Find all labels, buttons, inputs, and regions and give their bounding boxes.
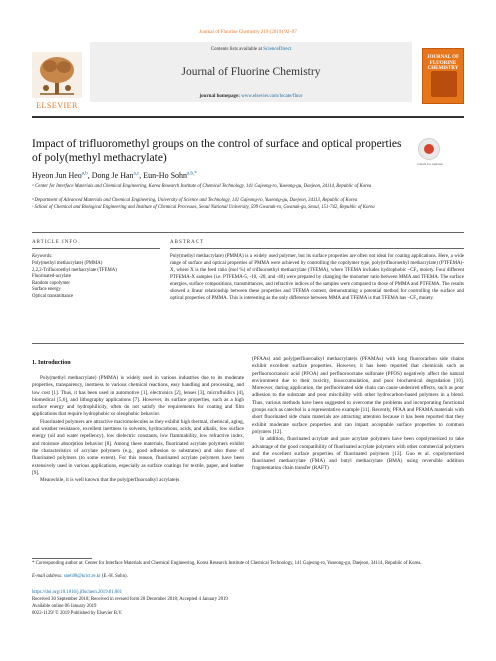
left-column [32,375,244,484]
email-suffix: (E.-H. Sohn). [100,574,128,579]
affiliation: ᵇ Department of Advanced Materials and Chemical Engineering, University of Science and Technology, 141 Gajeong-ro, Yuseong-gu, Daejeon, 34113, Republic of Korea [32,198,358,203]
paragraph: (PFAAs) and poly(perfluoroalkyl methacrylate)s (PFAMAs) with long fluorocarbon side chains exhibit excellent surface properties. However, it has been reported that chemicals such as perfluorooctanoic acid (PFOA) and perfluorooctane sulfonate (PFOS) negatively affect the natural environment due to their toxicity, bioaccumulation, and poor biochemical degradation [10]. Moreover, during application, the perfluorinated side chain can cause undesired effects, such as poor adhesion to the substrate and poor miscibility with other hydrocarbon-based polymers in a blend. Thus, various methods have been suggested to overcome the problems and incorporating functional groups such as catechol is a representative example [11]. Recently, PFAA and PFAMA materials with short fluorinated side chain materials are attracting attention because it has been reported that they exhibit moderate surface properties and can impart acceptable surface properties to common polymers [12]. [252,356,464,435]
right-column [252,356,464,473]
homepage-line [90,94,412,99]
footnote-rule [32,558,92,559]
crossmark-icon[interactable] [417,138,443,166]
elsevier-logo [32,52,82,108]
doi-line [32,590,122,596]
divider [170,248,464,249]
affiliation: ᶜ School of Chemical and Biological Engineering and Institute of Chemical Processes, Seoul National University, 599 Gwanak-ro, Gwanak-gu, Seoul, 151-742, Republic of Korea [32,205,375,210]
paragraph: Meanwhile, it is well known that the poly(perfluoroalkyl acrylate)s [40,477,180,484]
crossmark-dot [424,144,434,154]
contents-prefix: Contents lists available at [210,47,264,52]
divider [32,248,160,249]
email-label: E-mail address: [32,574,64,579]
keyword: Fluorinated-acrylate [32,274,71,279]
author-affil-sup: a,b [81,171,88,177]
article-info-label: ARTICLE INFO [32,240,78,245]
homepage-link[interactable]: www.elsevier.com/locate/fluor [241,94,303,99]
email-line [32,574,464,580]
author-list: Hyeon Jun Heo$^{a,b}$, Dong Je Han$^{a,c}$, Eun-Ho Sohn$^{a,b,*}$ [32,171,197,180]
email-link[interactable]: sneh98@krict.re.kr [63,574,101,579]
homepage-prefix: journal homepage: [199,94,242,99]
author-name[interactable]: Eun-Ho Sohn [143,171,188,180]
sciencedirect-link[interactable]: ScienceDirect [263,47,292,52]
author-name[interactable]: Dong Je Han [91,171,134,180]
article-title: Impact of trifluoromethyl groups on the control of surface and optical properties of poly(methyl methacrylate) [32,138,402,164]
keyword: Random copolymer [32,280,70,286]
keyword: Poly(methyl methacrylate) (PMMA) [32,261,103,266]
journal-header [32,42,464,112]
cover-title: JOURNAL OF FLUORINE CHEMISTRY [426,55,460,71]
divider [32,232,464,233]
header-rule [32,116,464,118]
paragraph: Fluorinated polymers are attractive macromolecules as they exhibit high thermal, chemical, aging, and weather resistance, excellent inertness to solvents, hydrocarbons, acids, and alkalis, low surface energy (oil and water repellency), low dielectric constants, low flammability, low refractive index, and moisture absorption behavior [8]. Among these materials, fluorinated acrylate polymers exhibit the characteristics of acrylate polymers (e.g., good adhesion to substrates) and also those of fluorinated polymers (to some extent). For this reason, fluorinated acrylate polymers have been extensively used in various applications, especially as surface coatings for textile, paper, and leather [9]. [32,418,244,476]
abstract-label: ABSTRACT [170,240,205,245]
author-name[interactable]: Hyeon Jun Heo [32,171,82,180]
corresponding-author-note: * Corresponding author at: Center for Interface Materials and Chemical Engineering, Korea Research Institute of Chemical Technology, 141 Gajeong-ro, Yuseong-gu, Daejeon, 34114, Republic of Korea. [32,561,422,566]
keywords-label: Keywords: [32,254,53,259]
keyword: Surface energy [32,287,61,292]
journal-banner [90,42,412,102]
received-dates: Received 30 September 2018; Received in revised form 28 December 2018; Accepted 4 January 2019 [32,597,228,602]
doi-link[interactable]: https://doi.org/10.1016/j.jfluchem.2019.01.001 [32,590,122,595]
keyword: Optical transmittance [32,293,74,299]
affiliation: ᵃ Center for Interface Materials and Chemical Engineering, Korea Research Institute of Chemical Technology, 141 Gajeong-ro, Yuseong-gu, Daejeon, 34114, Republic of Korea [32,184,372,189]
running-head: Journal of Fluorine Chemistry 219 (2019) 92–97 [199,30,297,35]
author-affil-sup: a,c [133,171,140,177]
publisher-name: ELSEVIER [36,101,78,110]
crossmark-label: Check for updates [417,162,443,166]
copyright: 0022-1139/ © 2019 Published by Elsevier B.V. [32,611,123,616]
contents-line [90,47,412,52]
keyword: 2,2,2-Trifluoroethyl methacrylate (TFEMA) [32,267,117,273]
cover-image [431,71,457,97]
journal-cover [422,48,464,104]
author-affil-sup: a,b,* [187,171,197,177]
paragraph: Poly(methyl methacrylate) (PMMA) is widely used in various industries due to its moderate properties, transparency, inertness to various chemical reactions, easy handling and processing, and low cost [1]. Thus, it has been used in automotive [1], electronics [2], lenses [3], microfluidics [4], biomedical [5,6], and lithography applications [7]. However, its surface properties, such as a high surface energy and hydrophilicity, often do not satisfy the requirements for coating and film applications that require hydrophobic or oleophobic behavior. [32,375,244,418]
journal-title: Journal of Fluorine Chemistry [181,66,321,78]
abstract-text: Poly(methyl methacrylate) (PMMA) is a widely used polymer, but its surface properties are often not ideal for coating applications. Here, a wide range of surface and optical properties of PMMA were achieved by controlling the copolymer type, poly(trifluoroethyl methacrylate) (PTFEMA)-X, where X is the feed ratio (mol %) of trifluoroethyl methacrylate (TFEMA), where TFEMA includes hydrophobic –CF₃ moiety. Four different PTFEMA-X samples (i.e. PTFEMA-5, -10, -20, and -40) were prepared by changing the monomer ratio between MMA and TFEMA. The surface energies, surface compositions, transmittances, and refractive indices of the samples were compared to those of PMMA and PTFEMA. The results showed a linear relationship between these properties and TFEMA content, demonstrating a potential method for controlling the surface and optical properties of PMMA. This is interesting as the only difference between MMA and TFEMA is that TFEMA has –CF₃ moiety. [170,254,464,301]
divider [32,343,464,344]
section-heading: 1. Introduction [32,360,71,366]
available-online: Available online 06 January 2019 [32,604,97,609]
paragraph: In addition, fluorinated acrylate and pure acrylate polymers have been copolymerized to take advantage of the good compatibility of fluorinated acrylate polymers with other commercial polymers and the excellent surface properties of fluorinated polymers [13]. Guo et al. copolymerized fluorinated methacrylate (FMA) and butyl methacrylate (BMA) using reversible addition fragmentation chain transfer (RAFT) [252,436,464,472]
elsevier-tree-icon [32,52,82,98]
